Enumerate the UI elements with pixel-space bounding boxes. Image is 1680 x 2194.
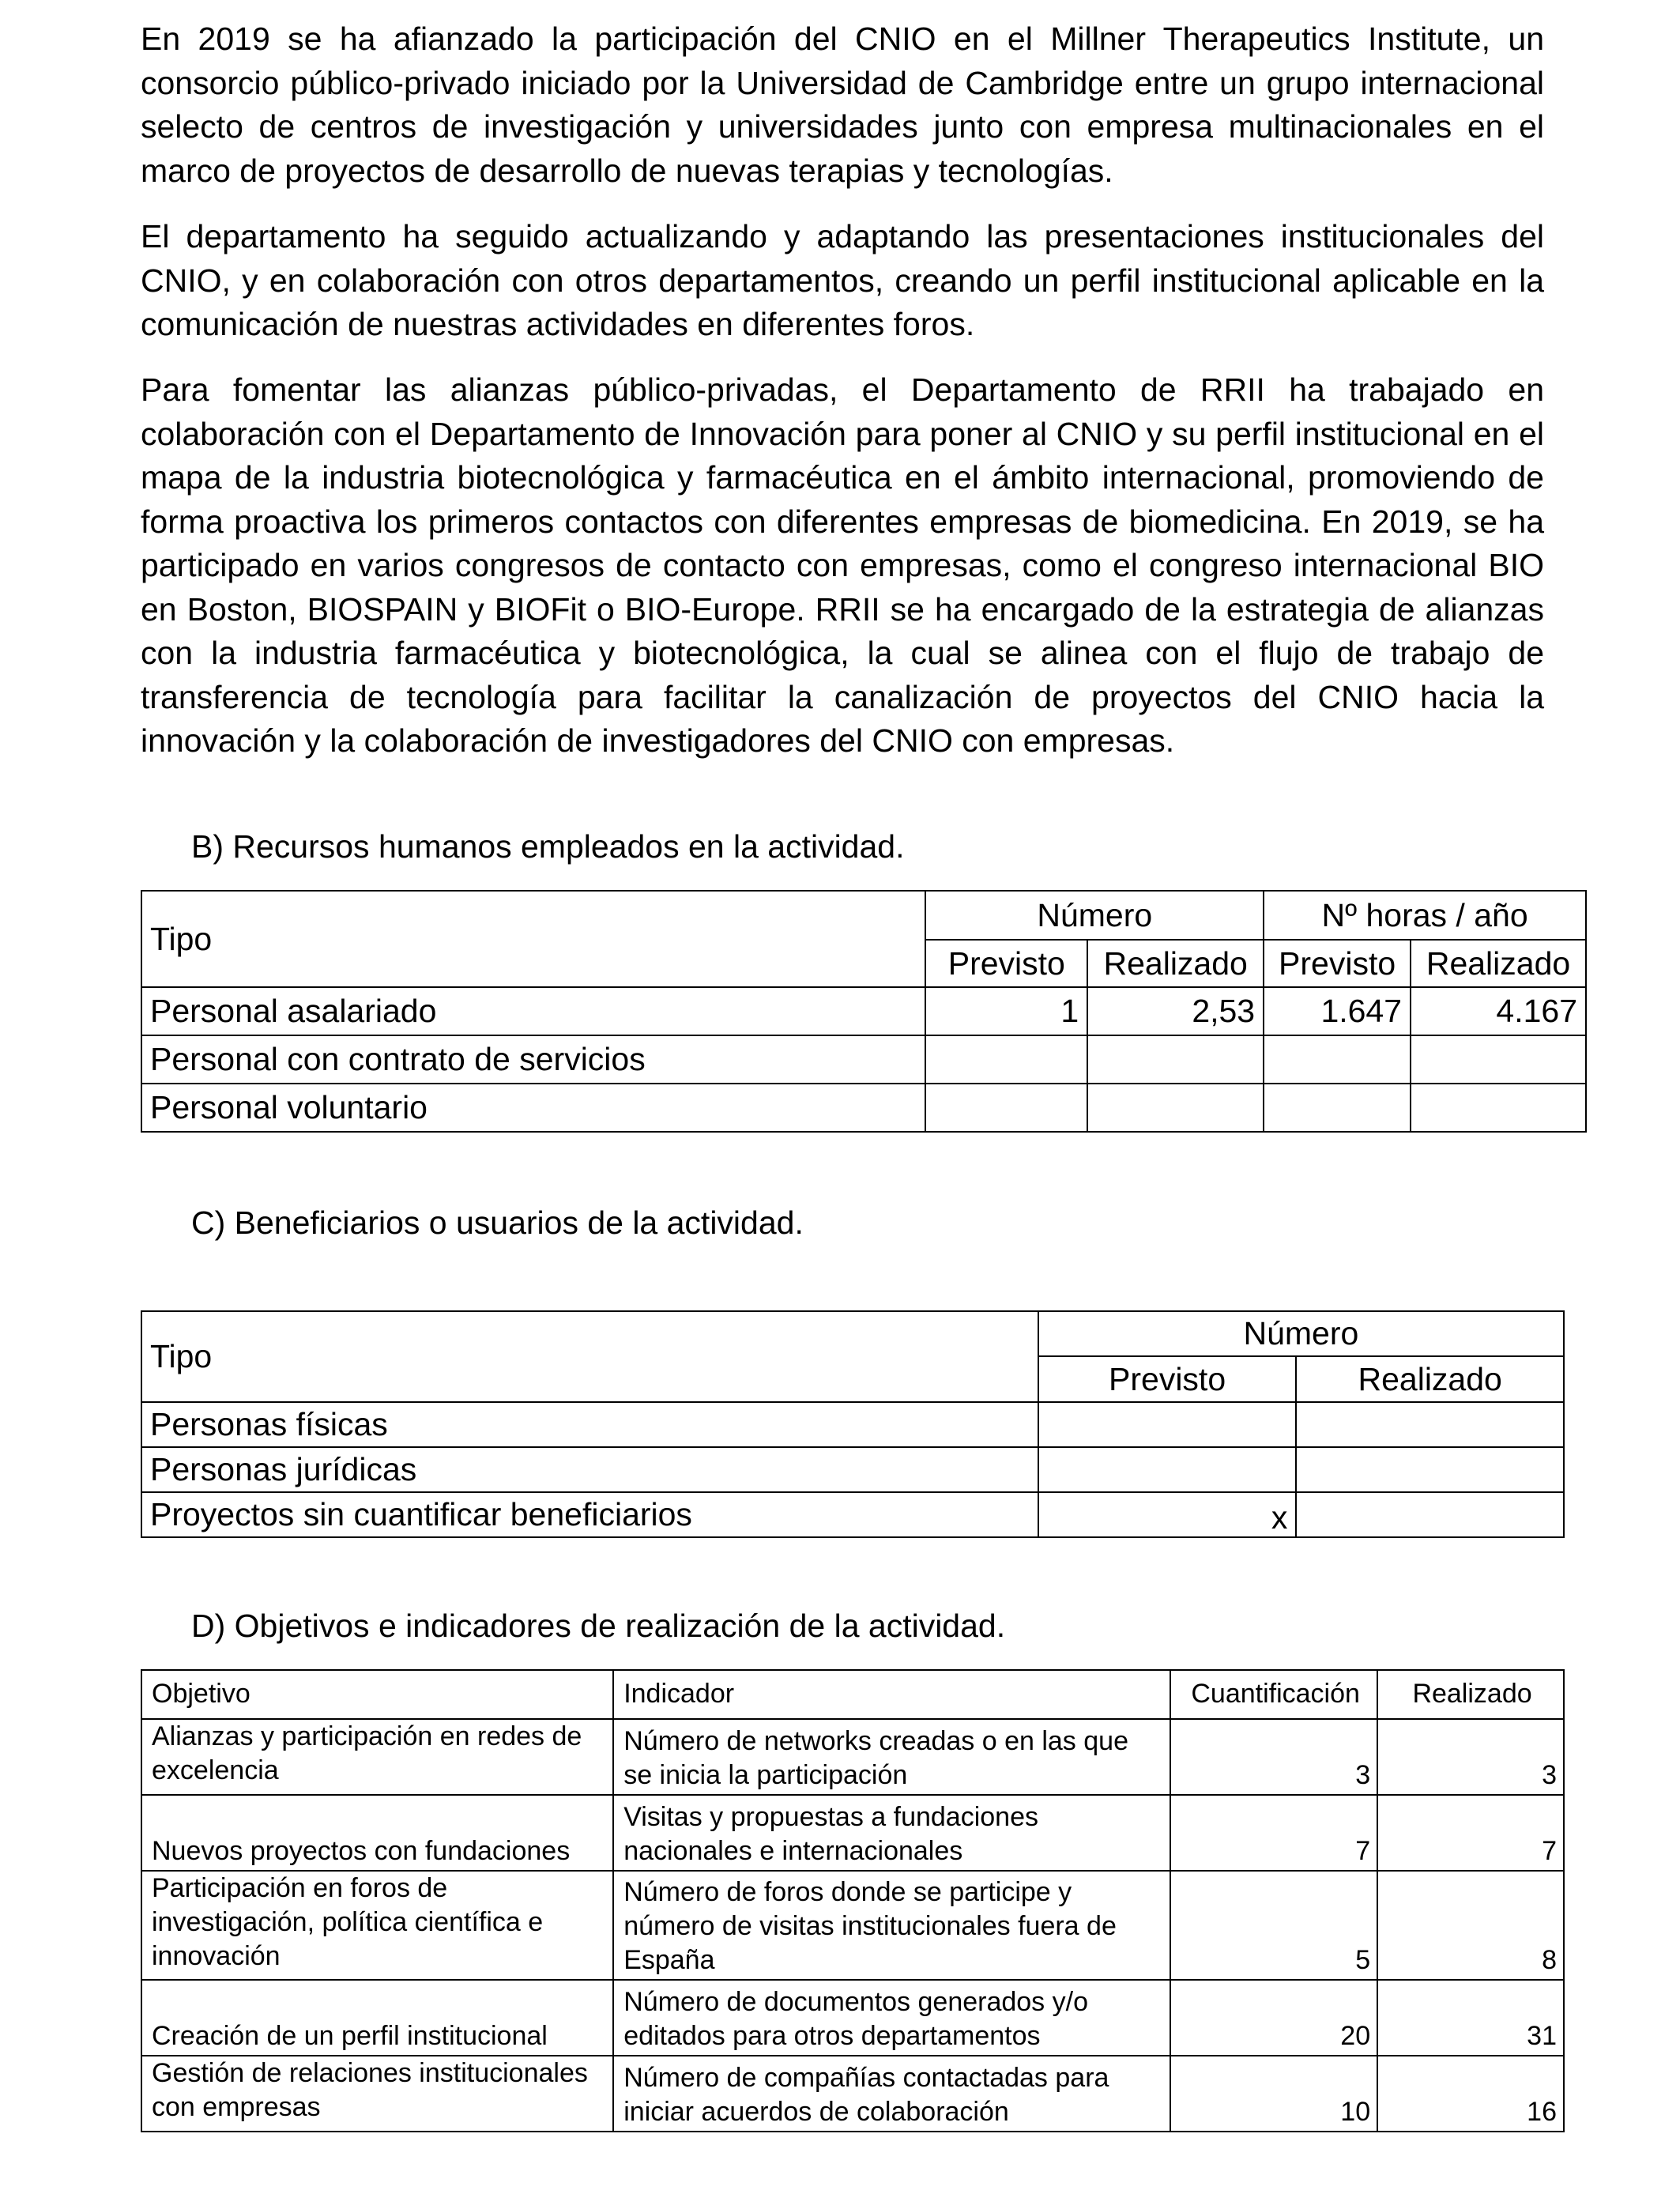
- obj-objetivo: Alianzas y participación en redes de excelencia: [141, 1719, 613, 1795]
- beneficiaries-table: [141, 1310, 1565, 1538]
- section-c-title: C) Beneficiarios o usuarios de la actividad.: [191, 1204, 804, 1241]
- ben-realizado: [1296, 1402, 1564, 1447]
- human-resources-table: [141, 890, 1587, 1133]
- obj-header-indicador: Indicador: [613, 1670, 1170, 1719]
- ben-header-tipo: Tipo: [141, 1311, 1038, 1402]
- hr-num-realizado: [1087, 1035, 1264, 1084]
- obj-realizado: 8: [1377, 1871, 1564, 1980]
- ben-realizado: [1296, 1492, 1564, 1537]
- ben-header-numero: Número: [1038, 1311, 1564, 1356]
- obj-cuantificacion: 20: [1170, 1980, 1377, 2056]
- obj-cuantificacion: 10: [1170, 2056, 1377, 2132]
- hr-h-realizado: 4.167: [1411, 987, 1586, 1035]
- hr-num-previsto: [925, 1084, 1087, 1132]
- ben-sub-previsto: Previsto: [1038, 1356, 1297, 1402]
- hr-tipo: Personal con contrato de servicios: [141, 1035, 925, 1084]
- ben-tipo: Proyectos sin cuantificar beneficiarios: [141, 1492, 1038, 1537]
- hr-h-previsto: [1264, 1035, 1411, 1084]
- obj-header-objetivo: Objetivo: [141, 1670, 613, 1719]
- table-row: [141, 1492, 1564, 1537]
- hr-tipo: Personal asalariado: [141, 987, 925, 1035]
- obj-cuantificacion: 7: [1170, 1795, 1377, 1871]
- hr-num-realizado: [1087, 1084, 1264, 1132]
- table-row: [141, 1035, 1586, 1084]
- table-row: [141, 987, 1586, 1035]
- hr-num-realizado: 2,53: [1087, 987, 1264, 1035]
- table-row: [141, 1719, 1564, 1795]
- obj-objetivo: Nuevos proyectos con fundaciones: [141, 1795, 613, 1871]
- ben-previsto: x: [1038, 1492, 1297, 1537]
- obj-objetivo: Creación de un perfil institucional: [141, 1980, 613, 2056]
- ben-previsto: [1038, 1447, 1297, 1492]
- table-row: [141, 1084, 1586, 1132]
- ben-tipo: Personas físicas: [141, 1402, 1038, 1447]
- obj-indicador: Número de networks creadas o en las que se inicia la participación: [613, 1719, 1170, 1795]
- hr-num-previsto: [925, 1035, 1087, 1084]
- obj-objetivo: Gestión de relaciones institucionales con empresas: [141, 2056, 613, 2132]
- table-row: [141, 1980, 1564, 2056]
- table-row: [141, 2056, 1564, 2132]
- obj-realizado: 31: [1377, 1980, 1564, 2056]
- hr-sub-h-previsto: Previsto: [1264, 940, 1411, 987]
- obj-indicador: Número de compañías contactadas para iniciar acuerdos de colaboración: [613, 2056, 1170, 2132]
- hr-header-numero: Número: [925, 891, 1264, 940]
- hr-sub-num-previsto: Previsto: [925, 940, 1087, 987]
- obj-realizado: 7: [1377, 1795, 1564, 1871]
- obj-indicador: Visitas y propuestas a fundaciones nacionales e internacionales: [613, 1795, 1170, 1871]
- obj-realizado: 16: [1377, 2056, 1564, 2132]
- ben-realizado: [1296, 1447, 1564, 1492]
- obj-cuantificacion: 3: [1170, 1719, 1377, 1795]
- obj-indicador: Número de documentos generados y/o editados para otros departamentos: [613, 1980, 1170, 2056]
- paragraph-millner: En 2019 se ha afianzado la participación del CNIO en el Millner Therapeutics Institute, un consorcio público-privado iniciado por la Universidad de Cambridge entre un grupo internacional selecto de centros de investigación y universidades junto con empresa multinacionales en el marco de proyectos de desarrollo de nuevas terapias y tecnologías.: [141, 21, 1544, 189]
- obj-cuantificacion: 5: [1170, 1871, 1377, 1980]
- hr-h-previsto: [1264, 1084, 1411, 1132]
- obj-objetivo: Participación en foros de investigación, política científica e innovación: [141, 1871, 613, 1980]
- hr-tipo: Personal voluntario: [141, 1084, 925, 1132]
- paragraph-public-private: Para fomentar las alianzas público-privadas, el Departamento de RRII ha trabajado en colaboración con el Departamento de Innovación para poner al CNIO y su perfil institucional en el mapa de la industria biotecnológica y farmacéutica en el ámbito internacional, promoviendo de forma proactiva los primeros contactos con diferentes empresas de biomedicina. En 2019, se ha participado en varios congresos de contacto con empresas, como el congreso internacional BIO en Boston, BIOSPAIN y BIOFit o BIO-Europe. RRII se ha encargado de la estrategia de alianzas con la industria farmacéutica y biotecnológica, la cual se alinea con el flujo de trabajo de transferencia de tecnología para facilitar la canalización de proyectos del CNIO hacia la innovación y la colaboración de investigadores del CNIO con empresas.: [141, 371, 1544, 759]
- table-row: [141, 1402, 1564, 1447]
- obj-indicador: Número de foros donde se participe y número de visitas institucionales fuera de España: [613, 1871, 1170, 1980]
- obj-header-cuantificacion: Cuantificación: [1170, 1670, 1377, 1719]
- hr-h-realizado: [1411, 1035, 1586, 1084]
- table-row: [141, 1795, 1564, 1871]
- obj-header-realizado: Realizado: [1377, 1670, 1564, 1719]
- hr-h-previsto: 1.647: [1264, 987, 1411, 1035]
- ben-tipo: Personas jurídicas: [141, 1447, 1038, 1492]
- hr-num-previsto: 1: [925, 987, 1087, 1035]
- paragraph-institutional-profile: El departamento ha seguido actualizando y adaptando las presentaciones institucionales del CNIO, y en colaboración con otros departamentos, creando un perfil institucional aplicable en la comunicación de nuestras actividades en diferentes foros.: [141, 218, 1544, 342]
- ben-previsto: [1038, 1402, 1297, 1447]
- table-row: [141, 1447, 1564, 1492]
- section-b-title: B) Recursos humanos empleados en la actividad.: [191, 828, 905, 865]
- hr-sub-h-realizado: Realizado: [1411, 940, 1586, 987]
- table-row: [141, 1871, 1564, 1980]
- section-d-title: D) Objetivos e indicadores de realización de la actividad.: [191, 1608, 1006, 1644]
- objectives-table: [141, 1669, 1565, 2132]
- obj-realizado: 3: [1377, 1719, 1564, 1795]
- ben-sub-realizado: Realizado: [1296, 1356, 1564, 1402]
- hr-header-horas: Nº horas / año: [1264, 891, 1586, 940]
- hr-h-realizado: [1411, 1084, 1586, 1132]
- hr-header-tipo: Tipo: [141, 891, 925, 987]
- hr-sub-num-realizado: Realizado: [1087, 940, 1264, 987]
